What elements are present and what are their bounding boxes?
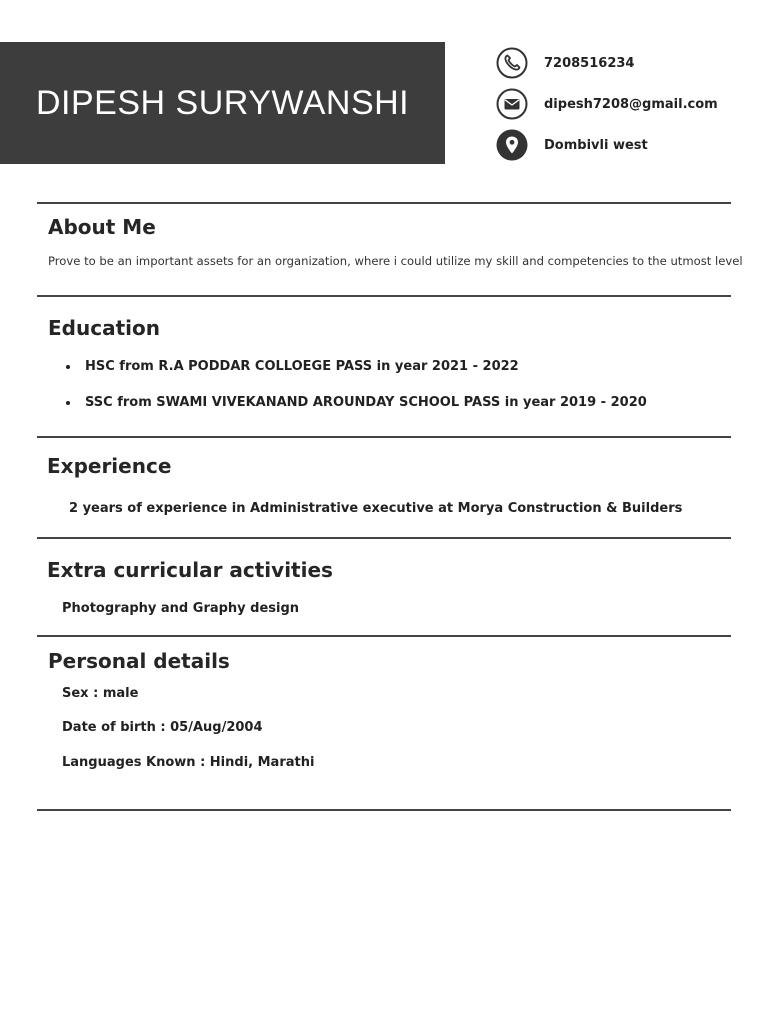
email-address: dipesh7208@gmail.com	[544, 96, 718, 112]
extracurricular-text: Photography and Graphy design	[62, 601, 300, 616]
section-divider	[37, 537, 731, 539]
education-item-text: SSC from SWAMI VIVEKANAND AROUNDAY SCHOOL PASS in year 2019 - 2020	[85, 395, 647, 410]
contact-phone	[496, 47, 634, 79]
education-heading: Education	[48, 316, 160, 340]
section-divider	[37, 635, 731, 637]
education-item	[66, 395, 647, 410]
bullet-icon	[66, 365, 70, 369]
section-divider	[37, 436, 731, 438]
location-text: Dombivli west	[544, 137, 648, 153]
location-pin-icon	[496, 129, 528, 161]
education-item	[66, 359, 519, 374]
education-item-text: HSC from R.A PODDAR COLLOEGE PASS in year 2021 - 2022	[85, 359, 519, 374]
personal-detail-item: Sex : male	[62, 686, 139, 701]
email-icon	[496, 88, 528, 120]
name-banner	[0, 42, 445, 164]
contact-email	[496, 88, 718, 120]
experience-text: 2 years of experience in Administrative executive at Morya Construction & Builders	[69, 501, 683, 516]
personal-heading: Personal details	[48, 649, 230, 673]
personal-detail-item: Date of birth : 05/Aug/2004	[62, 720, 263, 735]
contact-location	[496, 129, 648, 161]
personal-detail-item: Languages Known : Hindi, Marathi	[62, 755, 315, 770]
section-divider	[37, 295, 731, 297]
about-text: Prove to be an important assets for an organization, where i could utilize my skill and competencies to the utmost level	[48, 254, 743, 268]
bullet-icon	[66, 401, 70, 405]
experience-heading: Experience	[47, 454, 172, 478]
section-divider	[37, 809, 731, 811]
extracurricular-heading: Extra curricular activities	[47, 558, 333, 582]
phone-number: 7208516234	[544, 55, 635, 71]
about-heading: About Me	[48, 215, 156, 239]
section-divider	[37, 202, 731, 204]
candidate-name: DIPESH SURYWANSHI	[36, 83, 410, 122]
phone-icon	[496, 47, 528, 79]
